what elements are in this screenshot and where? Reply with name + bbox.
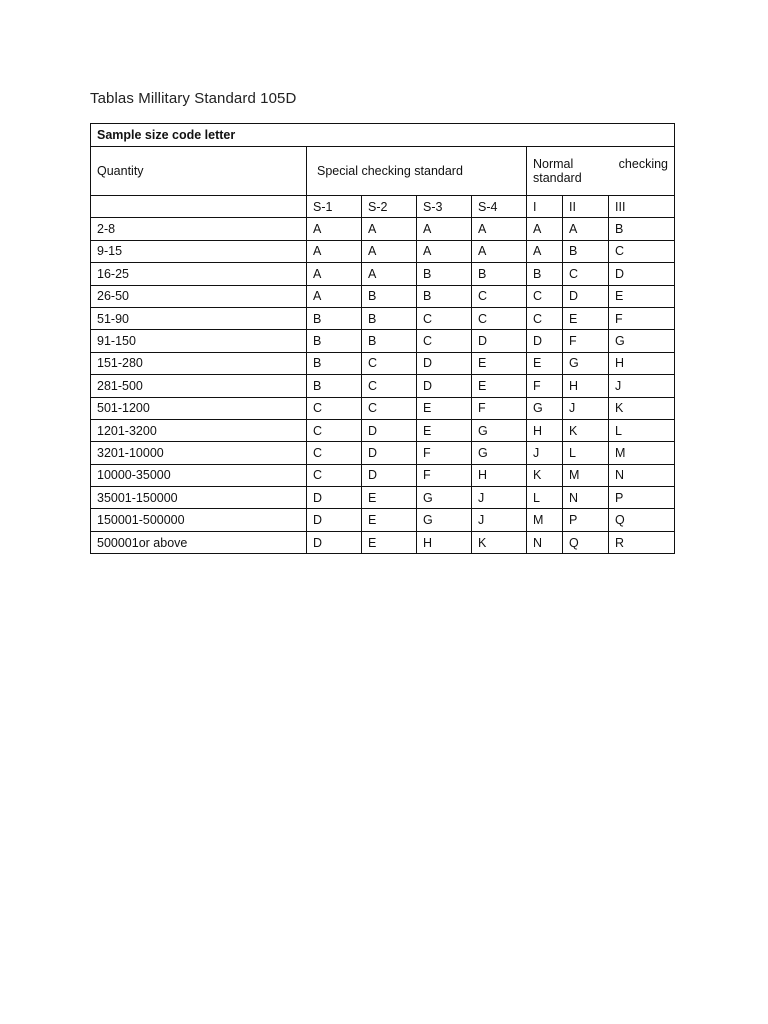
s2-cell: E	[362, 509, 417, 531]
subheader-level-1: I	[527, 196, 563, 218]
normal-header-word3: standard	[533, 171, 582, 185]
sample-size-table	[90, 123, 675, 554]
s2-cell: C	[362, 375, 417, 397]
subheader-row	[91, 196, 675, 218]
level-3-cell: G	[609, 330, 675, 352]
quantity-cell: 35001-150000	[91, 487, 307, 509]
level-2-cell: N	[563, 487, 609, 509]
s1-cell: A	[307, 240, 362, 262]
s2-cell: A	[362, 240, 417, 262]
s3-cell: D	[417, 352, 472, 374]
s4-cell: G	[472, 442, 527, 464]
s2-cell: D	[362, 419, 417, 441]
level-1-cell: A	[527, 218, 563, 240]
quantity-cell: 151-280	[91, 352, 307, 374]
level-3-cell: F	[609, 307, 675, 329]
level-1-cell: H	[527, 419, 563, 441]
quantity-cell: 281-500	[91, 375, 307, 397]
level-3-cell: E	[609, 285, 675, 307]
header-row	[91, 147, 675, 196]
s3-cell: C	[417, 330, 472, 352]
s1-cell: A	[307, 285, 362, 307]
s4-cell: J	[472, 509, 527, 531]
document-title: Tablas Millitary Standard 105D	[90, 90, 297, 107]
special-checking-header: Special checking standard	[307, 147, 527, 196]
s1-cell: B	[307, 352, 362, 374]
table-row	[91, 218, 675, 240]
table-row	[91, 442, 675, 464]
level-2-cell: H	[563, 375, 609, 397]
normal-header-word1: Normal	[533, 157, 574, 171]
table-row	[91, 531, 675, 553]
normal-checking-header	[527, 147, 675, 196]
table-row	[91, 352, 675, 374]
level-2-cell: P	[563, 509, 609, 531]
quantity-cell: 500001or above	[91, 531, 307, 553]
level-3-cell: M	[609, 442, 675, 464]
s2-cell: C	[362, 397, 417, 419]
s3-cell: F	[417, 442, 472, 464]
level-2-cell: A	[563, 218, 609, 240]
s2-cell: B	[362, 330, 417, 352]
s2-cell: D	[362, 442, 417, 464]
level-1-cell: D	[527, 330, 563, 352]
s3-cell: F	[417, 464, 472, 486]
quantity-cell: 3201-10000	[91, 442, 307, 464]
s2-cell: B	[362, 307, 417, 329]
quantity-cell: 501-1200	[91, 397, 307, 419]
s4-cell: G	[472, 419, 527, 441]
s4-cell: C	[472, 285, 527, 307]
s2-cell: D	[362, 464, 417, 486]
level-3-cell: J	[609, 375, 675, 397]
s3-cell: A	[417, 240, 472, 262]
level-3-cell: N	[609, 464, 675, 486]
level-1-cell: K	[527, 464, 563, 486]
subheader-empty	[91, 196, 307, 218]
level-1-cell: N	[527, 531, 563, 553]
s3-cell: G	[417, 509, 472, 531]
level-3-cell: H	[609, 352, 675, 374]
level-1-cell: L	[527, 487, 563, 509]
level-2-cell: G	[563, 352, 609, 374]
level-1-cell: A	[527, 240, 563, 262]
level-2-cell: E	[563, 307, 609, 329]
level-1-cell: C	[527, 307, 563, 329]
s3-cell: B	[417, 285, 472, 307]
quantity-cell: 26-50	[91, 285, 307, 307]
table-row	[91, 487, 675, 509]
level-2-cell: J	[563, 397, 609, 419]
quantity-header: Quantity	[91, 147, 307, 196]
table-row	[91, 464, 675, 486]
quantity-cell: 9-15	[91, 240, 307, 262]
s2-cell: A	[362, 263, 417, 285]
s1-cell: A	[307, 263, 362, 285]
level-3-cell: P	[609, 487, 675, 509]
s2-cell: E	[362, 531, 417, 553]
s3-cell: G	[417, 487, 472, 509]
s1-cell: C	[307, 419, 362, 441]
s1-cell: D	[307, 509, 362, 531]
level-2-cell: L	[563, 442, 609, 464]
subheader-level-3: III	[609, 196, 675, 218]
s4-cell: J	[472, 487, 527, 509]
s2-cell: A	[362, 218, 417, 240]
subheader-s4: S-4	[472, 196, 527, 218]
level-1-cell: F	[527, 375, 563, 397]
level-2-cell: D	[563, 285, 609, 307]
table-row	[91, 307, 675, 329]
level-1-cell: C	[527, 285, 563, 307]
subheader-s1: S-1	[307, 196, 362, 218]
s4-cell: F	[472, 397, 527, 419]
level-1-cell: G	[527, 397, 563, 419]
quantity-cell: 150001-500000	[91, 509, 307, 531]
s2-cell: C	[362, 352, 417, 374]
normal-header-word2: checking	[618, 157, 669, 171]
s4-cell: C	[472, 307, 527, 329]
s1-cell: D	[307, 531, 362, 553]
level-3-cell: B	[609, 218, 675, 240]
table-row	[91, 330, 675, 352]
table-row	[91, 263, 675, 285]
s4-cell: K	[472, 531, 527, 553]
s1-cell: C	[307, 442, 362, 464]
s3-cell: E	[417, 397, 472, 419]
s1-cell: B	[307, 307, 362, 329]
quantity-cell: 2-8	[91, 218, 307, 240]
s2-cell: B	[362, 285, 417, 307]
s4-cell: A	[472, 240, 527, 262]
level-1-cell: J	[527, 442, 563, 464]
table-row	[91, 240, 675, 262]
s1-cell: D	[307, 487, 362, 509]
level-2-cell: B	[563, 240, 609, 262]
level-3-cell: D	[609, 263, 675, 285]
s3-cell: H	[417, 531, 472, 553]
s1-cell: A	[307, 218, 362, 240]
s3-cell: A	[417, 218, 472, 240]
table-row	[91, 509, 675, 531]
s1-cell: C	[307, 464, 362, 486]
caption-row	[91, 124, 675, 147]
level-2-cell: Q	[563, 531, 609, 553]
s4-cell: A	[472, 218, 527, 240]
level-2-cell: M	[563, 464, 609, 486]
s3-cell: C	[417, 307, 472, 329]
s4-cell: D	[472, 330, 527, 352]
s1-cell: C	[307, 397, 362, 419]
s4-cell: E	[472, 352, 527, 374]
level-2-cell: C	[563, 263, 609, 285]
s3-cell: B	[417, 263, 472, 285]
s1-cell: B	[307, 375, 362, 397]
s3-cell: D	[417, 375, 472, 397]
table-row	[91, 419, 675, 441]
s1-cell: B	[307, 330, 362, 352]
s4-cell: E	[472, 375, 527, 397]
level-2-cell: K	[563, 419, 609, 441]
subheader-s3: S-3	[417, 196, 472, 218]
table-row	[91, 375, 675, 397]
level-3-cell: Q	[609, 509, 675, 531]
subheader-level-2: II	[563, 196, 609, 218]
quantity-cell: 1201-3200	[91, 419, 307, 441]
quantity-cell: 91-150	[91, 330, 307, 352]
quantity-cell: 16-25	[91, 263, 307, 285]
table-caption: Sample size code letter	[91, 124, 675, 147]
level-2-cell: F	[563, 330, 609, 352]
s4-cell: H	[472, 464, 527, 486]
table-row	[91, 397, 675, 419]
quantity-cell: 51-90	[91, 307, 307, 329]
level-1-cell: M	[527, 509, 563, 531]
s2-cell: E	[362, 487, 417, 509]
level-3-cell: L	[609, 419, 675, 441]
level-3-cell: C	[609, 240, 675, 262]
subheader-s2: S-2	[362, 196, 417, 218]
level-3-cell: K	[609, 397, 675, 419]
table-row	[91, 285, 675, 307]
s4-cell: B	[472, 263, 527, 285]
level-3-cell: R	[609, 531, 675, 553]
quantity-cell: 10000-35000	[91, 464, 307, 486]
s3-cell: E	[417, 419, 472, 441]
level-1-cell: B	[527, 263, 563, 285]
level-1-cell: E	[527, 352, 563, 374]
